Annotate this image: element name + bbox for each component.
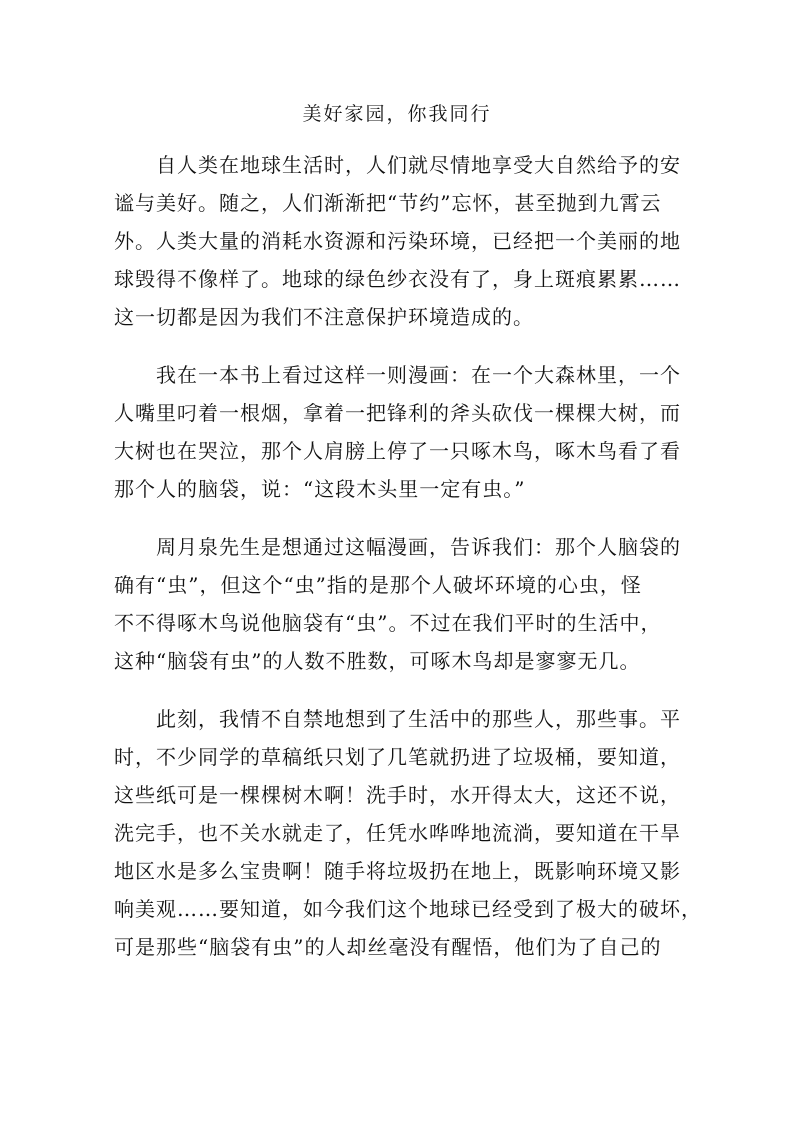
paragraph-line: 响美观……要知道，如今我们这个地球已经受到了极大的破坏， [114, 897, 702, 921]
paragraph-line: 这些纸可是一棵棵树木啊！洗手时，水开得太大，这还不说， [114, 783, 681, 807]
document-title: 美好家园，你我同行 [302, 103, 492, 125]
paragraph-line: 时，不少同学的草稿纸只划了几笔就扔进了垃圾桶，要知道， [114, 745, 681, 769]
paragraph-line: 确有“虫”，但这个“虫”指的是那个人破坏环境的心虫，怪 [114, 573, 642, 597]
paragraph-line: 那个人的脑袋，说：“这段木头里一定有虫。” [114, 477, 526, 501]
paragraph-line: 此刻，我情不自禁地想到了生活中的那些人，那些事。平 [156, 707, 681, 731]
paragraph-line: 自人类在地球生活时，人们就尽情地享受大自然给予的安 [156, 153, 681, 177]
paragraph-3 [114, 528, 704, 680]
paragraph-4 [114, 700, 704, 966]
paragraph-line: 这一切都是因为我们不注意保护环境造成的。 [114, 305, 534, 329]
paragraph-line: 球毁得不像样了。地球的绿色纱衣没有了，身上斑痕累累…… [114, 267, 681, 291]
paragraph-line: 谧与美好。随之，人们渐渐把“节约”忘怀，甚至抛到九霄云 [114, 191, 662, 215]
paragraph-line: 我在一本书上看过这样一则漫画：在一个大森林里，一个 [156, 363, 681, 387]
paragraph-line: 可是那些“脑袋有虫”的人却丝毫没有醒悟，他们为了自己的 [114, 935, 662, 959]
paragraph-line: 地区水是多么宝贵啊！随手将垃圾扔在地上，既影响环境又影 [114, 859, 681, 883]
paragraph-1 [114, 146, 704, 336]
paragraph-line: 不不得啄木鸟说他脑袋有“虫”。不过在我们平时的生活中， [114, 611, 662, 635]
paragraph-line: 外。人类大量的消耗水资源和污染环境，已经把一个美丽的地 [114, 229, 681, 253]
paragraph-2 [114, 356, 704, 508]
paragraph-line: 人嘴里叼着一根烟，拿着一把锋利的斧头砍伐一棵棵大树，而 [114, 401, 681, 425]
paragraph-line: 周月泉先生是想通过这幅漫画，告诉我们：那个人脑袋的 [156, 535, 681, 559]
document-body [114, 146, 704, 986]
paragraph-line: 这种“脑袋有虫”的人数不胜数，可啄木鸟却是寥寥无几。 [114, 649, 641, 673]
paragraph-line: 大树也在哭泣，那个人肩膀上停了一只啄木鸟，啄木鸟看了看 [114, 439, 681, 463]
paragraph-line: 洗完手，也不关水就走了，任凭水哗哗地流淌，要知道在干旱 [114, 821, 681, 845]
